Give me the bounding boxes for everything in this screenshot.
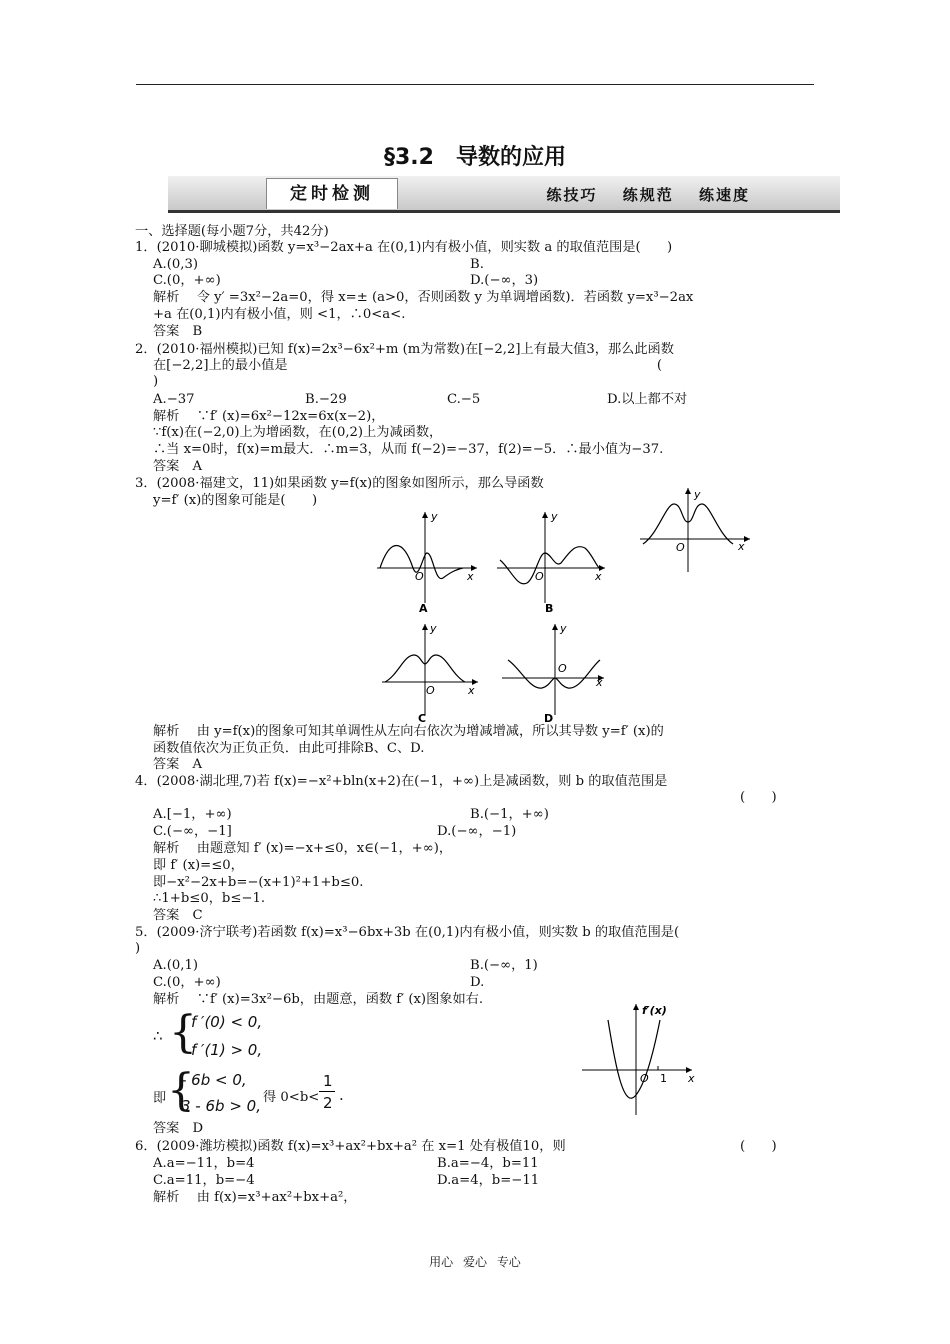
svg-text:x: x <box>596 676 603 689</box>
text-line: 即 f′ (x)=≤0， <box>153 858 244 873</box>
svg-text:y: y <box>551 510 558 523</box>
svg-text:x: x <box>468 684 475 697</box>
text-line: ∵f(x)在(−2,0)上为增函数，在(0,2)上为减函数， <box>153 425 443 440</box>
svg-text:y: y <box>560 622 567 635</box>
text-line: 一、选择题(每小题7分，共42分) <box>135 224 329 239</box>
text-line: A.a=−11，b=4 <box>153 1156 255 1171</box>
text-line: C.(0，+∞) <box>153 975 221 990</box>
text-line: 解析 由 y=f(x)的图象可知其单调性从左向右依次为增减增减，所以其导数 y=f′ (x)的 <box>153 724 664 739</box>
text-line: 答案 C <box>153 908 203 923</box>
text-line: A.(0,3) <box>153 257 198 272</box>
text-line: ) <box>153 374 159 389</box>
text-line: D.(−∞，3) <box>470 273 539 288</box>
text-line: 解析 令 y′ =3x²−2a=0，得 x=± (a>0，否则函数 y 为单调增函数)．若函数 y=x³−2ax <box>153 290 694 305</box>
text-line: 即−x²−2x+b=−(x+1)²+1+b≤0. <box>153 875 364 890</box>
svg-text:O: O <box>535 570 544 583</box>
section-title: §3.2 导数的应用 <box>384 145 566 170</box>
text-line: 答案 D <box>153 1121 204 1136</box>
text-line: C.a=11，b=−4 <box>153 1173 255 1188</box>
svg-text:x: x <box>467 570 474 583</box>
banner-tagline: 练技巧 练规范 练速度 <box>546 186 750 204</box>
text-line: B.a=−4，b=11 <box>437 1156 539 1171</box>
svg-text:O: O <box>640 1072 649 1085</box>
text-line: 解析 ∵f′ (x)=6x²−12x=6x(x−2)， <box>153 409 385 424</box>
svg-text:y: y <box>694 488 701 501</box>
text-line: 解析 由题意知 f′ (x)=−x+≤0，x∈(−1，+∞)， <box>153 841 453 856</box>
text-line: C.(0，+∞) <box>153 273 221 288</box>
svg-text:B: B <box>545 602 554 615</box>
text-line: 1．(2010·聊城模拟)函数 y=x³−2ax+a 在(0,1)内有极小值，则实数 a 的取值范围是( ) <box>135 240 673 255</box>
graph-option-a <box>375 508 485 618</box>
svg-text:x: x <box>738 540 745 553</box>
banner-label: 定时检测 <box>266 178 398 209</box>
svg-text:y: y <box>431 510 438 523</box>
svg-text:x: x <box>688 1072 695 1085</box>
text-line: D. <box>470 975 485 990</box>
text-line: 5．(2009·济宁联考)若函数 f(x)=x³−6bx+3b 在(0,1)内有极小值，则实数 b 的取值范围是( <box>135 925 680 940</box>
condition-system-2: 即 { - 6b < 0, 3 - 6b > 0, 得 0<b< 1 2 . <box>153 1065 344 1116</box>
text-line: D.(−∞，−1) <box>437 824 517 839</box>
text-line: ( ) <box>740 790 777 805</box>
text-line: 解析 ∵f′ (x)=3x²−6b，由题意，函数 f′ (x)图象如右. <box>153 992 484 1007</box>
text-line: ) <box>135 941 141 956</box>
text-line: 函数值依次为正负正负．由此可排除B、C、D. <box>153 741 425 756</box>
text-line: 答案 B <box>153 324 203 339</box>
svg-text:x: x <box>595 570 602 583</box>
text-line: ( ) <box>740 1139 777 1154</box>
text-line: 解析 由 f(x)=x³+ax²+bx+a²， <box>153 1190 357 1205</box>
text-line: 在[−2,2]上的最小值是 ( <box>153 358 663 373</box>
text-line: B. <box>470 257 484 272</box>
text-line: B.(−∞，1) <box>470 958 538 973</box>
text-line: y=f′ (x)的图象可能是( ) <box>153 493 318 508</box>
condition-system-1: ∴ { f ′(0) < 0, f ′(1) > 0, <box>153 1007 263 1059</box>
text-line: 2．(2010·福州模拟)已知 f(x)=2x³−6x²+m (m为常数)在[−2,2]上有最大值3，那么此函数 <box>135 342 674 357</box>
text-line: 答案 A <box>153 757 203 772</box>
text-line: D.a=4，b=−11 <box>437 1173 540 1188</box>
text-line: C.(−∞，−1] <box>153 824 232 839</box>
text-line: +a 在(0,1)内有极小值，则 <1，∴0<a<. <box>153 307 406 322</box>
svg-text:O: O <box>558 662 567 675</box>
text-line: C.−5 <box>447 392 481 407</box>
text-line: ∴当 x=0时，f(x)=m最大．∴m=3，从而 f(−2)=−37，f(2)=−5．∴最小值为−37. <box>153 442 664 457</box>
svg-text:O: O <box>415 570 424 583</box>
text-line: B.(−1，+∞) <box>470 807 549 822</box>
text-line: 答案 A <box>153 459 203 474</box>
text-line: B.−29 <box>305 392 347 407</box>
svg-text:O: O <box>426 684 435 697</box>
text-line: A.(0,1) <box>153 958 198 973</box>
derivative-parabola-graph <box>580 1000 705 1120</box>
svg-text:A: A <box>419 602 428 615</box>
svg-text:D: D <box>544 712 554 725</box>
text-line: D.以上都不对 <box>607 392 688 407</box>
svg-text:y: y <box>430 622 437 635</box>
svg-text:1: 1 <box>660 1072 667 1085</box>
section-banner <box>168 176 840 213</box>
text-line: 6．(2009·潍坊模拟)函数 f(x)=x³+ax²+bx+a² 在 x=1 处有极值10，则 <box>135 1139 566 1154</box>
text-line: ∴1+b≤0，b≤−1. <box>153 891 266 906</box>
graph-option-c <box>380 620 485 725</box>
text-line: 3．(2008·福建文，11)如果函数 y=f(x)的图象如图所示，那么导函数 <box>135 476 544 491</box>
text-line: 4．(2008·湖北理,7)若 f(x)=−x²+bln(x+2)在(−1，+∞)上是减函数，则 b 的取值范围是 <box>135 774 668 789</box>
graph-option-b <box>495 508 610 618</box>
svg-text:C: C <box>418 712 427 725</box>
text-line: A.[−1，+∞) <box>153 807 232 822</box>
svg-text:f′(x): f′(x) <box>642 1004 667 1017</box>
top-rule <box>136 84 814 85</box>
graph-option-d <box>500 620 610 725</box>
svg-text:O: O <box>676 541 685 554</box>
text-line: A.−37 <box>153 392 195 407</box>
page-footer: 用心 爱心 专心 <box>429 1255 521 1269</box>
original-function-graph <box>638 484 758 574</box>
